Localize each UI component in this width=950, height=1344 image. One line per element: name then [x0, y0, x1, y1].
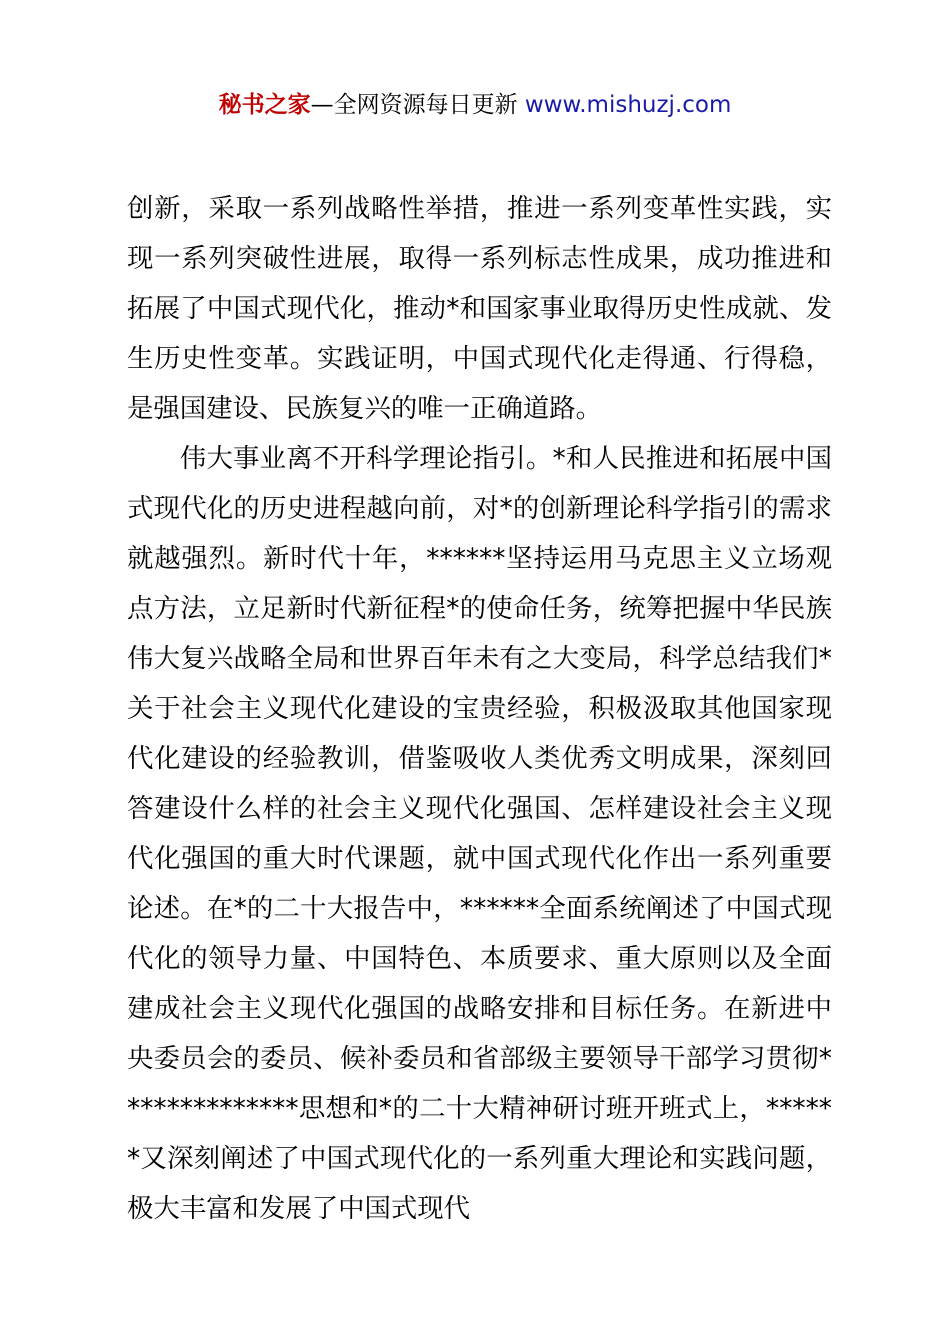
- page-header: [0, 88, 950, 122]
- site-url-link[interactable]: www.mishuzj.com: [524, 92, 732, 118]
- header-tagline: —全网资源每日更新: [310, 92, 518, 118]
- paragraph-theory-guidance: 伟大事业离不开科学理论指引。*和人民推进和拓展中国式现代化的历史进程越向前，对*的创新理论科学指引的需求就越强烈。新时代十年，******坚持运用马克思主义立场观点方法，立足新时代新征程*的使命任务，统筹把握中华民族伟大复兴战略全局和世界百年未有之大变局，科学总结我们*关于社会主义现代化建设的宝贵经验，积极汲取其他国家现代化建设的经验教训，借鉴吸收人类优秀文明成果，深刻回答建设什么样的社会主义现代化强国、怎样建设社会主义现代化强国的重大时代课题，就中国式现代化作出一系列重要论述。在*的二十大报告中，******全面系统阐述了中国式现代化的领导力量、中国特色、本质要求、重大原则以及全面建成社会主义现代化强国的战略安排和目标任务。在新进中央委员会的委员、候补委员和省部级主要领导干部学习贯彻**************思想和*的二十大精神研讨班开班式上，******又深刻阐述了中国式现代化的一系列重大理论和实践问题，极大丰富和发展了中国式现代: [127, 443, 832, 1224]
- document-body: [127, 184, 832, 1234]
- brand-name: 秘书之家: [218, 92, 311, 118]
- paragraph-continued: 创新，采取一系列战略性举措，推进一系列变革性实践，实现一系列突破性进展，取得一系列标志性成果，成功推进和拓展了中国式现代化，推动*和国家事业取得历史性成就、发生历史性变革。实践证明，中国式现代化走得通、行得稳，是强国建设、民族复兴的唯一正确道路。: [127, 193, 832, 424]
